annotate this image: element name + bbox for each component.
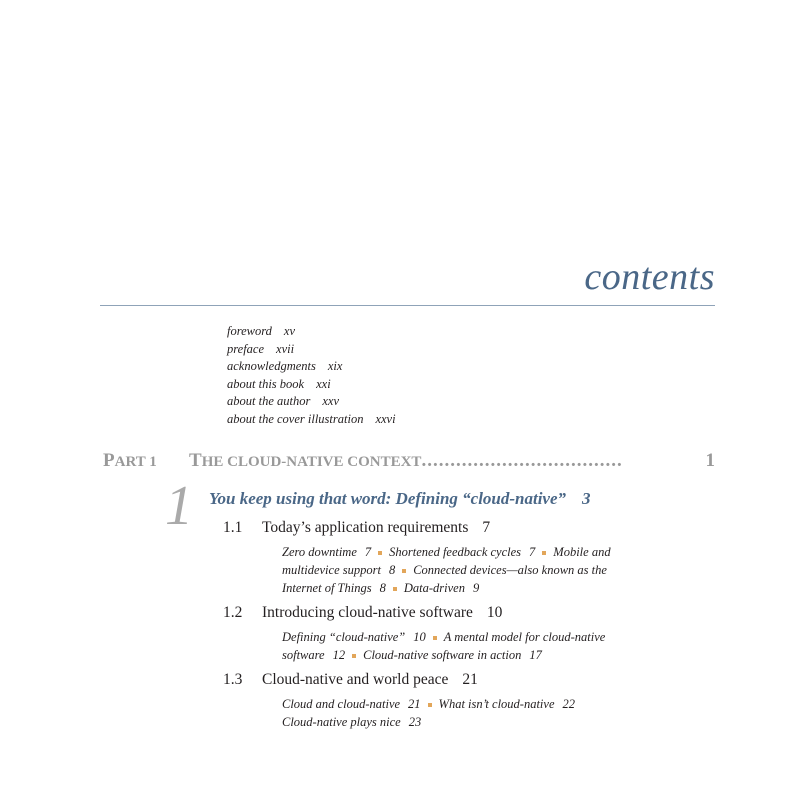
subsection-item[interactable]: Connected devices—also known as the	[413, 563, 607, 577]
subsection-item[interactable]: software 12	[282, 648, 346, 662]
bullet-separator	[402, 569, 406, 573]
subsection-item[interactable]: What isn’t cloud-native 22	[438, 697, 575, 711]
subsection-list	[282, 628, 682, 664]
subsection-item[interactable]: Zero downtime 7	[282, 545, 372, 559]
front-matter-item[interactable]: preface xvii	[227, 341, 295, 356]
front-matter-item[interactable]: foreword xv	[227, 324, 296, 338]
subsection-list	[282, 543, 682, 597]
title-rule	[100, 305, 715, 306]
subsection-list	[282, 695, 682, 731]
subsection-item[interactable]: Cloud-native software in action 17	[363, 648, 542, 662]
chapter-number: 1	[165, 475, 193, 537]
front-matter-item[interactable]: about the cover illustration xxvi	[227, 411, 396, 426]
section-heading[interactable]: 1.1 Today’s application requirements 7	[223, 519, 491, 536]
chapter-title[interactable]: You keep using that word: Defining “cloud-native” 3	[209, 489, 591, 508]
part-title: THE CLOUD-NATIVE CONTEXT	[189, 450, 422, 471]
part-number: PART 1	[103, 450, 157, 471]
front-matter-item[interactable]: about the author xxv	[227, 394, 339, 408]
part-leader-dots: ...................................	[421, 450, 623, 471]
page-title: contents	[584, 256, 715, 298]
subsection-item[interactable]: Shortened feedback cycles 7	[389, 545, 536, 559]
part-heading[interactable]	[103, 450, 715, 472]
front-matter-item[interactable]: acknowledgments xix	[227, 359, 343, 373]
subsection-item[interactable]: Data-driven 9	[403, 581, 480, 595]
bullet-separator	[433, 636, 437, 640]
bullet-separator	[542, 551, 546, 555]
front-matter-list	[227, 323, 396, 428]
section-heading[interactable]: 1.2 Introducing cloud-native software 10	[223, 604, 503, 621]
chapter-page: 3	[582, 489, 591, 508]
subsection-item[interactable]: Cloud and cloud-native 21	[282, 697, 421, 711]
subsection-item[interactable]: Internet of Things 8	[282, 581, 386, 595]
bullet-separator	[352, 654, 356, 658]
subsection-item[interactable]: multidevice support 8	[282, 563, 396, 577]
part-page: 1	[705, 450, 715, 471]
bullet-separator	[393, 587, 397, 591]
subsection-item[interactable]: Cloud-native plays nice 23	[282, 715, 422, 729]
subsection-item[interactable]: A mental model for cloud-native	[443, 630, 606, 644]
bullet-separator	[378, 551, 382, 555]
front-matter-item[interactable]: about this book xxi	[227, 376, 331, 391]
subsection-item[interactable]: Mobile and	[553, 545, 611, 559]
bullet-separator	[428, 703, 432, 707]
subsection-item[interactable]: Defining “cloud-native” 10	[282, 630, 426, 644]
section-heading[interactable]: 1.3 Cloud-native and world peace 21	[223, 671, 478, 688]
